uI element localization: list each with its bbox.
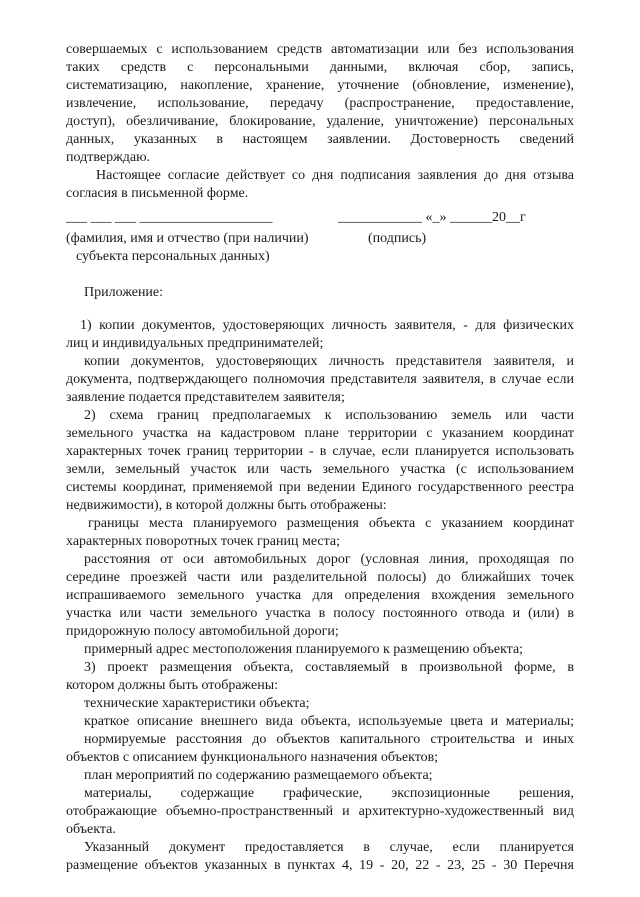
- appendix-line: системы координат, применяемой при ведении Единого государственного реестра: [66, 480, 574, 495]
- para1-line: данных, указанных в настоящем заявлении. Достоверность сведений: [66, 132, 574, 147]
- appendix-line: характерных точек границ территории - в случае, если планируется использовать: [66, 444, 574, 459]
- appendix-line: земли, земельный участок или часть земельного участка (с использованием: [66, 462, 574, 477]
- appendix-line: 3) проект размещения объекта, составляемый в произвольной форме, в: [84, 660, 574, 675]
- appendix-line: расстояния от оси автомобильных дорог (условная линия, проходящая по: [84, 552, 574, 567]
- appendix-line: придорожную полосу автомобильной дороги;: [66, 624, 339, 639]
- para1-line: подтверждаю.: [66, 150, 151, 165]
- para2-line: согласия в письменной форме.: [66, 186, 249, 201]
- appendix-line: испрашиваемого земельного участка для определения вхождения земельного: [66, 588, 574, 603]
- para1-line: совершаемых с использованием средств автоматизации или без использования: [66, 42, 574, 57]
- appendix-line: заявление подается представителем заявителя;: [66, 390, 345, 405]
- date-signature-blank: ____________ «_» ______20__г: [338, 210, 526, 225]
- appendix-line: нормируемые расстояния до объектов капитального строительства и иных: [84, 732, 574, 747]
- appendix-line: размещение объектов указанных в пунктах 4, 19 - 20, 22 - 23, 25 - 30 Перечня: [66, 858, 574, 873]
- appendix-line: лиц и индивидуальных предпринимателей;: [66, 336, 324, 351]
- appendix-line: документа, подтверждающего полномочия представителя заявителя, в случае если: [66, 372, 574, 387]
- para1-line: систематизацию, накопление, хранение, уточнение (обновление, изменение),: [66, 78, 574, 93]
- appendix-line: 2) схема границ предполагаемых к использованию земель или части: [84, 408, 574, 423]
- appendix-heading: Приложение:: [84, 285, 164, 300]
- appendix-line: материалы, содержащие графические, экспозиционные решения,: [84, 786, 574, 801]
- appendix-line: отображающие объемно-пространственный и архитектурно-художественный вид: [66, 804, 574, 819]
- name-signature-blank: ___ ___ ___ ___________________: [66, 210, 273, 225]
- appendix-line: границы места планируемого размещения объекта с указанием координат: [88, 516, 574, 531]
- appendix-line: план мероприятий по содержанию размещаемого объекта;: [84, 768, 433, 783]
- appendix-line: 1) копии документов, удостоверяющих личность заявителя, - для физических: [80, 318, 574, 333]
- appendix-line: краткое описание внешнего вида объекта, используемые цвета и материалы;: [84, 714, 574, 729]
- para1-line: доступ), обезличивание, блокирование, удаление, уничтожение) персональных: [66, 114, 574, 129]
- appendix-line: участка или части земельного участка в полосу постоянного отвода и (или) в: [66, 606, 574, 621]
- appendix-line: середине проезжей части или разделительной полосы) до ближайших точек: [66, 570, 574, 585]
- appendix-line: примерный адрес местоположения планируемого к размещению объекта;: [84, 642, 524, 657]
- appendix-line: недвижимости), в которой должны быть отображены:: [66, 498, 387, 513]
- appendix-line: объекта.: [66, 822, 116, 837]
- appendix-line: копии документов, удостоверяющих личность представителя заявителя, и: [84, 354, 574, 369]
- appendix-line: котором должны быть отображены:: [66, 678, 279, 693]
- appendix-line: Указанный документ предоставляется в случае, если планируется: [84, 840, 574, 855]
- sign-caption: (подпись): [368, 231, 427, 246]
- appendix-line: объектов с описанием функционального назначения объектов;: [66, 750, 439, 765]
- para1-line: извлечение, использование, передачу (распространение, предоставление,: [66, 96, 574, 111]
- appendix-line: характерных поворотных точек границ места;: [66, 534, 341, 549]
- para2-line: Настоящее согласие действует со дня подписания заявления до дня отзыва: [96, 168, 574, 183]
- name-caption: субъекта персональных данных): [76, 249, 270, 264]
- appendix-line: технические характеристики объекта;: [84, 696, 310, 711]
- name-caption: (фамилия, имя и отчество (при наличии): [66, 231, 309, 246]
- para1-line: таких средств с персональными данными, включая сбор, запись,: [66, 60, 574, 75]
- appendix-line: земельного участка на кадастровом плане территории с указанием координат: [66, 426, 574, 441]
